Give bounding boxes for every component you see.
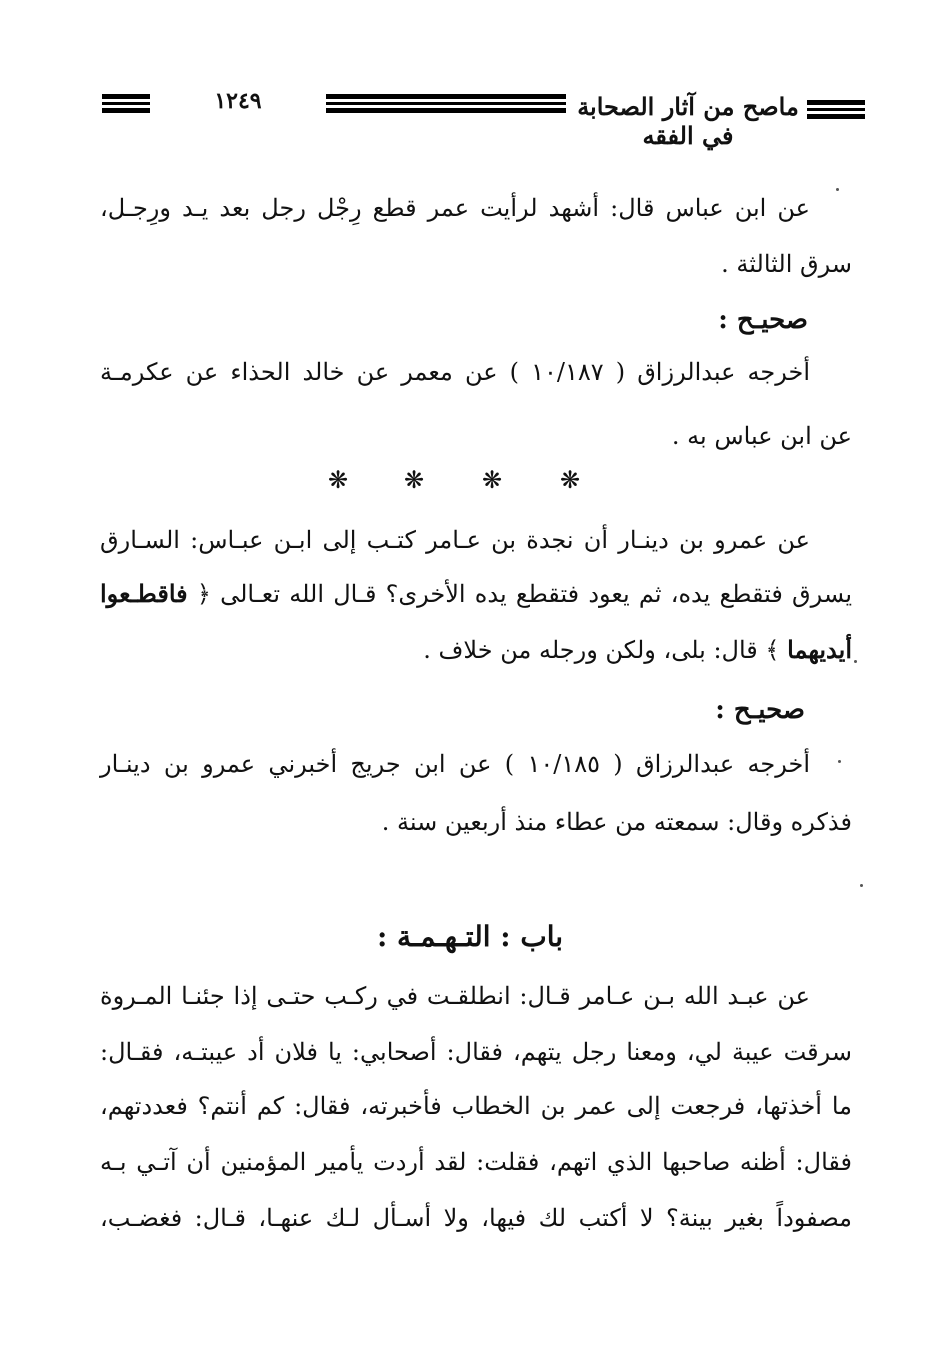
- text-line: سرق الثالثة .: [721, 250, 852, 278]
- scan-speck: [860, 884, 863, 887]
- quran-verse: أيديهما: [787, 635, 852, 664]
- separator-ornaments: [320, 460, 620, 500]
- text-line: فقال: أظنه صاحبها الذي اتهم، فقلت: لقد أردت يأمير المؤمنين أن آتـي بـه: [100, 1148, 852, 1176]
- text-line: فذكره وقال: سمعته من عطاء منذ أربعين سنة .: [381, 808, 852, 836]
- star-ornament-icon: ❋: [404, 466, 425, 494]
- scan-speck: [836, 188, 839, 191]
- star-ornament-icon: ❋: [482, 466, 503, 494]
- page-number: ١٢٤٩: [214, 88, 262, 114]
- text-line: عن ابن عباس به .: [671, 422, 852, 450]
- star-ornament-icon: ❋: [560, 466, 581, 494]
- grade-heading: صحيـح :: [718, 305, 808, 335]
- header-rule-left: [102, 94, 150, 116]
- text-line: عن عبـد الله بـن عـامر قـال: انطلقـت في ركـب حتـى إذا جئنـا المـروة: [100, 982, 810, 1010]
- star-ornament-icon: ❋: [328, 466, 349, 494]
- text-line: أخرجه عبدالرزاق ( ١٠/١٨٧ ) عن معمر عن خالد الحذاء عن عكرمـة: [100, 358, 810, 386]
- page-header: [100, 84, 868, 150]
- quran-verse: فاقطـعوا: [100, 579, 188, 608]
- running-title: ماصح من آثار الصحابة في الفقه: [577, 92, 799, 150]
- text-line: مصفوداً بغير بينة؟ لا أكتب لك فيها، ولا أسـأل لـك عنهـا، قـال: فغضـب،: [100, 1204, 852, 1232]
- grade-heading: صحيـح :: [715, 695, 805, 725]
- text-line: عن ابن عباس قال: أشهد لرأيت عمر قطع رِجْل رجل بعد يـد ورِجـل،: [100, 194, 810, 222]
- text-line: ما أخذتها، فرجعت إلى عمر بن الخطاب فأخبرته، فقال: كم أنتم؟ فعددتهم،: [100, 1092, 852, 1120]
- scan-speck: [838, 760, 841, 763]
- text-line: [100, 576, 852, 612]
- header-rule-middle: [326, 94, 566, 116]
- scan-speck: [854, 660, 857, 663]
- text-line: أخرجه عبدالرزاق ( ١٠/١٨٥ ) عن ابن جريج أخبرني عمرو بن دينـار: [100, 750, 810, 778]
- text-line: [423, 632, 852, 668]
- text-line: سرقت عيبة لي، ومعنا رجل يتهم، فقال: أصحابي: يا فلان أد عيبتـه، فقـال:: [100, 1038, 852, 1066]
- text-line: عن عمرو بن دينـار أن نجدة بن عـامر كتـب إلى ابـن عبـاس: السـارق: [100, 526, 810, 554]
- header-rule-right: [807, 100, 865, 122]
- text-span: ﴾ قال: بلى، ولكن ورجله من خلاف .: [423, 636, 780, 664]
- chapter-title: باب : التـهـمـة :: [376, 920, 564, 953]
- text-span: يسرق فتقطع يده، ثم يعود فتقطع يده الأخرى؟ قـال الله تعـالى ﴿: [196, 580, 852, 608]
